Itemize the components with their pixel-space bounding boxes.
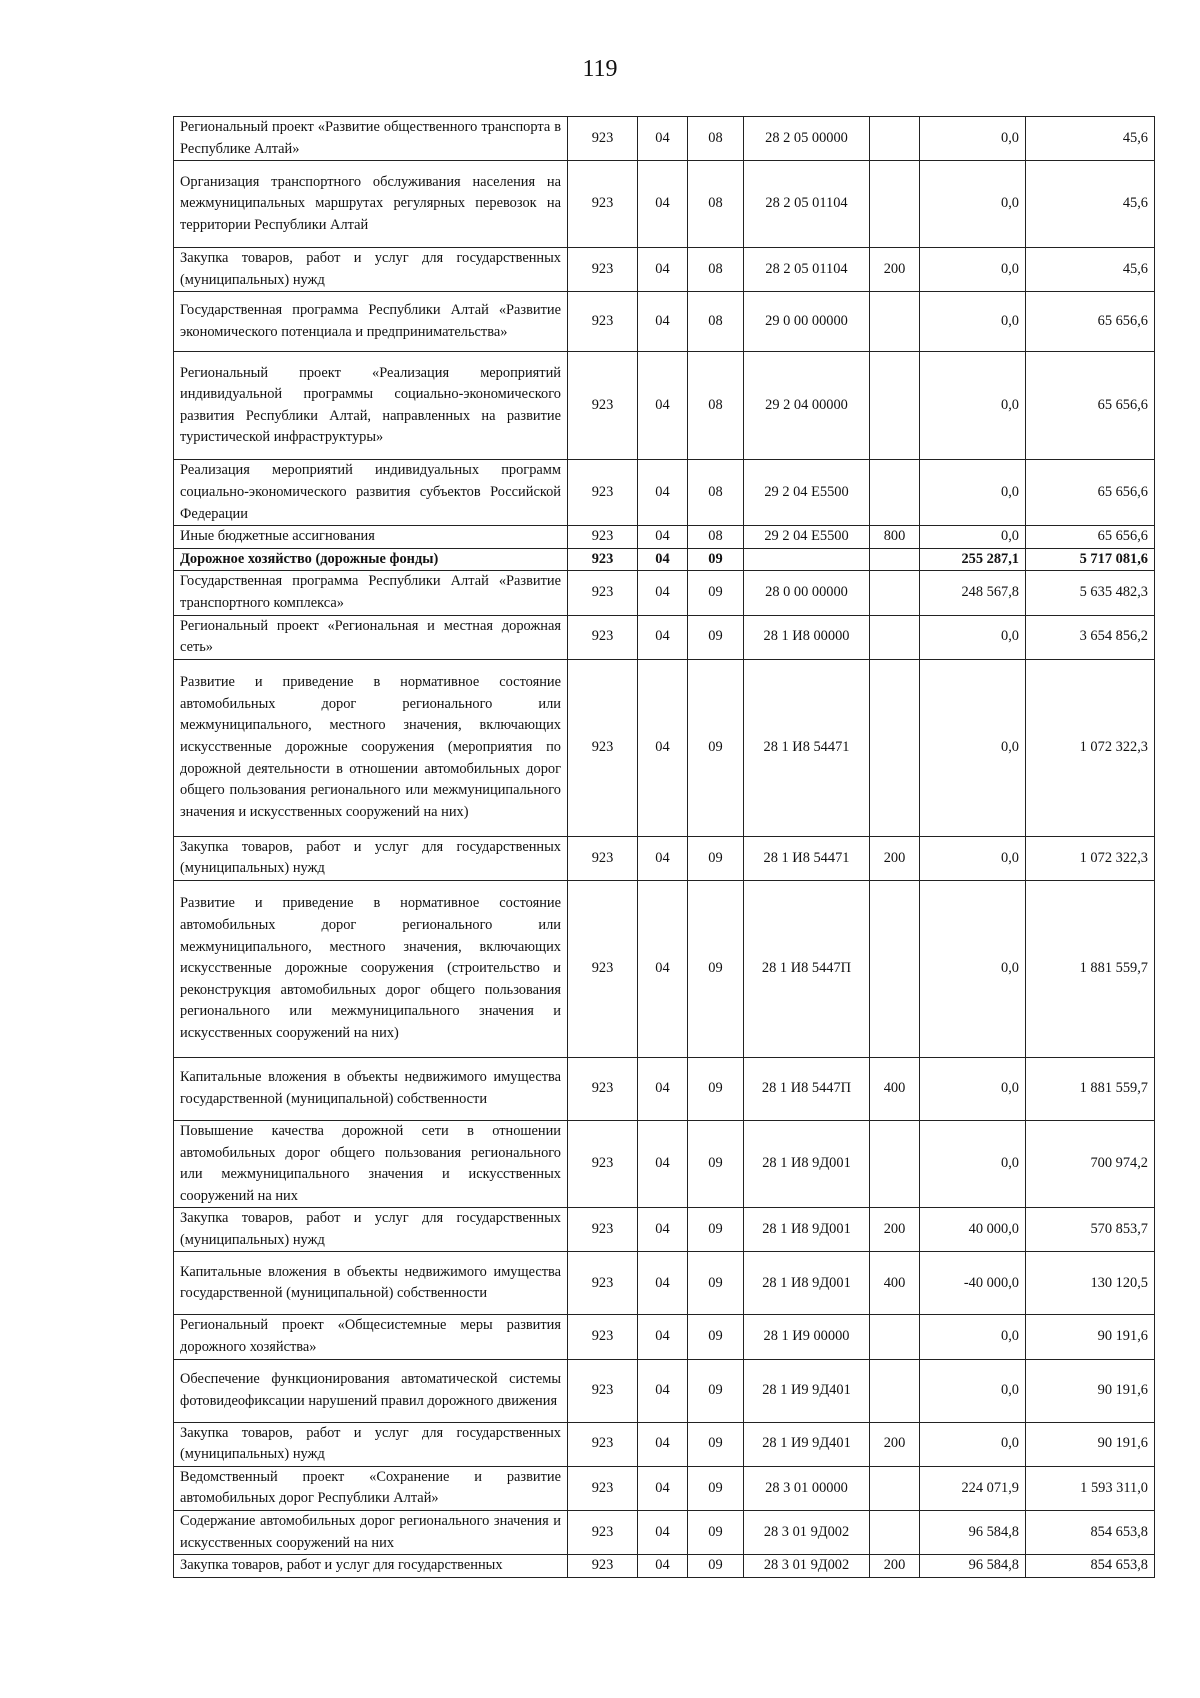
row-pr-cell: 08 xyxy=(688,460,744,526)
row-ved-cell: 923 xyxy=(568,880,638,1057)
row-name-cell: Закупка товаров, работ и услуг для государственных (муниципальных) нужд xyxy=(174,1208,568,1252)
row-ved-cell: 923 xyxy=(568,1511,638,1555)
row-ved-cell: 923 xyxy=(568,1252,638,1315)
row-name-cell: Региональный проект «Региональная и местная дорожная сеть» xyxy=(174,615,568,659)
row-rz-cell: 04 xyxy=(638,659,688,836)
row-name-cell: Организация транспортного обслуживания населения на межмуниципальных маршрутах регулярных перевозок на территории Республики Алтай xyxy=(174,161,568,248)
row-ved-cell: 923 xyxy=(568,352,638,460)
row-pr-cell: 08 xyxy=(688,352,744,460)
row-total-cell: 45,6 xyxy=(1026,117,1155,161)
row-csr-cell: 28 2 05 00000 xyxy=(744,117,870,161)
row-pr-cell: 09 xyxy=(688,659,744,836)
table-row xyxy=(174,1422,1155,1466)
row-rz-cell: 04 xyxy=(638,1057,688,1120)
row-rz-cell: 04 xyxy=(638,1511,688,1555)
row-change-cell: 0,0 xyxy=(920,880,1026,1057)
row-vr-cell xyxy=(870,1120,920,1207)
row-rz-cell: 04 xyxy=(638,1120,688,1207)
row-csr-cell: 28 1 И8 00000 xyxy=(744,615,870,659)
row-total-cell: 90 191,6 xyxy=(1026,1422,1155,1466)
budget-table-body xyxy=(174,117,1155,1578)
table-row xyxy=(174,571,1155,615)
row-rz-cell: 04 xyxy=(638,526,688,549)
page-number: 119 xyxy=(582,56,618,82)
row-ved-cell: 923 xyxy=(568,1555,638,1578)
row-csr-cell: 28 1 И8 9Д001 xyxy=(744,1252,870,1315)
row-csr-cell: 28 2 05 01104 xyxy=(744,248,870,292)
row-rz-cell: 04 xyxy=(638,880,688,1057)
row-csr-cell: 29 0 00 00000 xyxy=(744,292,870,352)
row-pr-cell: 08 xyxy=(688,526,744,549)
row-total-cell: 45,6 xyxy=(1026,161,1155,248)
row-total-cell: 5 717 081,6 xyxy=(1026,548,1155,571)
row-rz-cell: 04 xyxy=(638,248,688,292)
row-vr-cell: 200 xyxy=(870,1555,920,1578)
row-csr-cell: 29 2 04 Е5500 xyxy=(744,526,870,549)
row-ved-cell: 923 xyxy=(568,548,638,571)
row-csr-cell: 28 1 И8 54471 xyxy=(744,659,870,836)
row-pr-cell: 09 xyxy=(688,1208,744,1252)
row-ved-cell: 923 xyxy=(568,571,638,615)
row-name-cell: Капитальные вложения в объекты недвижимого имущества государственной (муниципальной) собственности xyxy=(174,1252,568,1315)
row-change-cell: 0,0 xyxy=(920,526,1026,549)
row-csr-cell: 28 2 05 01104 xyxy=(744,161,870,248)
row-ved-cell: 923 xyxy=(568,460,638,526)
row-total-cell: 1 881 559,7 xyxy=(1026,880,1155,1057)
table-row xyxy=(174,1208,1155,1252)
row-name-cell: Закупка товаров, работ и услуг для государственных xyxy=(174,1555,568,1578)
row-total-cell: 90 191,6 xyxy=(1026,1315,1155,1359)
row-change-cell: 0,0 xyxy=(920,161,1026,248)
row-name-cell: Региональный проект «Развитие общественного транспорта в Республике Алтай» xyxy=(174,117,568,161)
row-total-cell: 65 656,6 xyxy=(1026,526,1155,549)
row-pr-cell: 09 xyxy=(688,880,744,1057)
row-vr-cell xyxy=(870,659,920,836)
row-csr-cell: 28 1 И9 9Д401 xyxy=(744,1359,870,1422)
row-vr-cell xyxy=(870,615,920,659)
row-change-cell: 0,0 xyxy=(920,836,1026,880)
row-pr-cell: 09 xyxy=(688,1422,744,1466)
row-name-cell: Капитальные вложения в объекты недвижимого имущества государственной (муниципальной) собственности xyxy=(174,1057,568,1120)
table-row xyxy=(174,615,1155,659)
row-change-cell: 0,0 xyxy=(920,117,1026,161)
row-name-cell: Закупка товаров, работ и услуг для государственных (муниципальных) нужд xyxy=(174,1422,568,1466)
table-row xyxy=(174,352,1155,460)
row-total-cell: 854 653,8 xyxy=(1026,1555,1155,1578)
row-csr-cell: 28 1 И8 9Д001 xyxy=(744,1208,870,1252)
row-change-cell: 224 071,9 xyxy=(920,1466,1026,1510)
row-ved-cell: 923 xyxy=(568,836,638,880)
row-ved-cell: 923 xyxy=(568,161,638,248)
row-csr-cell: 28 1 И8 5447П xyxy=(744,880,870,1057)
row-rz-cell: 04 xyxy=(638,836,688,880)
row-rz-cell: 04 xyxy=(638,548,688,571)
row-pr-cell: 09 xyxy=(688,1466,744,1510)
table-row xyxy=(174,1466,1155,1510)
row-total-cell: 65 656,6 xyxy=(1026,292,1155,352)
row-csr-cell: 28 1 И8 9Д001 xyxy=(744,1120,870,1207)
row-change-cell: 96 584,8 xyxy=(920,1511,1026,1555)
row-pr-cell: 09 xyxy=(688,1511,744,1555)
table-row xyxy=(174,1511,1155,1555)
row-vr-cell xyxy=(870,1511,920,1555)
row-rz-cell: 04 xyxy=(638,1555,688,1578)
row-pr-cell: 08 xyxy=(688,161,744,248)
row-pr-cell: 08 xyxy=(688,117,744,161)
row-name-cell: Развитие и приведение в нормативное состояние автомобильных дорог регионального или межмуниципального, местного значения, включающих искусственные дорожные сооружения (мероприятия по дорожной деятельности в отношении автомобильных дорог общего пользования регионального или межмуниципального значения и искусственных сооружений на них) xyxy=(174,659,568,836)
row-pr-cell: 09 xyxy=(688,1555,744,1578)
table-row xyxy=(174,460,1155,526)
row-name-cell: Государственная программа Республики Алтай «Развитие экономического потенциала и предпринимательства» xyxy=(174,292,568,352)
row-vr-cell xyxy=(870,292,920,352)
row-vr-cell xyxy=(870,571,920,615)
row-change-cell: 0,0 xyxy=(920,460,1026,526)
row-name-cell: Иные бюджетные ассигнования xyxy=(174,526,568,549)
row-pr-cell: 09 xyxy=(688,1359,744,1422)
row-rz-cell: 04 xyxy=(638,117,688,161)
row-vr-cell xyxy=(870,1466,920,1510)
table-row xyxy=(174,1252,1155,1315)
row-csr-cell: 28 3 01 9Д002 xyxy=(744,1555,870,1578)
row-rz-cell: 04 xyxy=(638,1315,688,1359)
row-change-cell: 255 287,1 xyxy=(920,548,1026,571)
row-csr-cell: 28 1 И8 54471 xyxy=(744,836,870,880)
row-total-cell: 1 881 559,7 xyxy=(1026,1057,1155,1120)
table-row xyxy=(174,880,1155,1057)
row-pr-cell: 09 xyxy=(688,836,744,880)
table-row xyxy=(174,1315,1155,1359)
row-total-cell: 854 653,8 xyxy=(1026,1511,1155,1555)
row-change-cell: 0,0 xyxy=(920,1315,1026,1359)
row-name-cell: Дорожное хозяйство (дорожные фонды) xyxy=(174,548,568,571)
row-change-cell: 96 584,8 xyxy=(920,1555,1026,1578)
row-pr-cell: 09 xyxy=(688,1315,744,1359)
row-vr-cell xyxy=(870,880,920,1057)
table-row xyxy=(174,1120,1155,1207)
row-rz-cell: 04 xyxy=(638,460,688,526)
table-row xyxy=(174,1359,1155,1422)
table-row xyxy=(174,526,1155,549)
row-pr-cell: 08 xyxy=(688,248,744,292)
row-name-cell: Региональный проект «Реализация мероприятий индивидуальной программы социально-экономического развития Республики Алтай, направленных на развитие туристической инфраструктуры» xyxy=(174,352,568,460)
row-pr-cell: 09 xyxy=(688,548,744,571)
row-csr-cell: 28 1 И9 00000 xyxy=(744,1315,870,1359)
row-ved-cell: 923 xyxy=(568,526,638,549)
row-ved-cell: 923 xyxy=(568,117,638,161)
row-ved-cell: 923 xyxy=(568,248,638,292)
row-name-cell: Реализация мероприятий индивидуальных программ социально-экономического развития субъектов Российской Федерации xyxy=(174,460,568,526)
row-csr-cell: 29 2 04 00000 xyxy=(744,352,870,460)
row-rz-cell: 04 xyxy=(638,292,688,352)
row-rz-cell: 04 xyxy=(638,1208,688,1252)
table-row xyxy=(174,292,1155,352)
row-csr-cell: 28 3 01 00000 xyxy=(744,1466,870,1510)
row-csr-cell: 28 3 01 9Д002 xyxy=(744,1511,870,1555)
row-change-cell: 0,0 xyxy=(920,1359,1026,1422)
row-csr-cell: 28 1 И8 5447П xyxy=(744,1057,870,1120)
row-ved-cell: 923 xyxy=(568,615,638,659)
row-csr-cell: 28 0 00 00000 xyxy=(744,571,870,615)
row-name-cell: Содержание автомобильных дорог регионального значения и искусственных сооружений на них xyxy=(174,1511,568,1555)
row-change-cell: 0,0 xyxy=(920,292,1026,352)
row-change-cell: 0,0 xyxy=(920,352,1026,460)
row-rz-cell: 04 xyxy=(638,615,688,659)
row-vr-cell xyxy=(870,352,920,460)
row-name-cell: Ведомственный проект «Сохранение и развитие автомобильных дорог Республики Алтай» xyxy=(174,1466,568,1510)
row-change-cell: 0,0 xyxy=(920,248,1026,292)
row-vr-cell: 400 xyxy=(870,1057,920,1120)
row-csr-cell: 29 2 04 Е5500 xyxy=(744,460,870,526)
row-total-cell: 700 974,2 xyxy=(1026,1120,1155,1207)
row-name-cell: Повышение качества дорожной сети в отношении автомобильных дорог общего пользования регионального или межмуниципального значения и искусственных сооружений на них xyxy=(174,1120,568,1207)
table-row xyxy=(174,836,1155,880)
row-change-cell: 248 567,8 xyxy=(920,571,1026,615)
row-change-cell: -40 000,0 xyxy=(920,1252,1026,1315)
row-change-cell: 0,0 xyxy=(920,1120,1026,1207)
row-vr-cell xyxy=(870,460,920,526)
row-ved-cell: 923 xyxy=(568,1315,638,1359)
row-change-cell: 0,0 xyxy=(920,1057,1026,1120)
row-name-cell: Закупка товаров, работ и услуг для государственных (муниципальных) нужд xyxy=(174,248,568,292)
row-change-cell: 40 000,0 xyxy=(920,1208,1026,1252)
row-ved-cell: 923 xyxy=(568,1057,638,1120)
row-rz-cell: 04 xyxy=(638,1422,688,1466)
row-total-cell: 570 853,7 xyxy=(1026,1208,1155,1252)
row-vr-cell: 200 xyxy=(870,1208,920,1252)
row-vr-cell: 200 xyxy=(870,1422,920,1466)
table-row xyxy=(174,1555,1155,1578)
table-row xyxy=(174,548,1155,571)
row-total-cell: 1 072 322,3 xyxy=(1026,836,1155,880)
row-name-cell: Развитие и приведение в нормативное состояние автомобильных дорог регионального или межмуниципального, местного значения, включающих искусственные дорожные сооружения (строительство и реконструкция автомобильных дорог общего пользования регионального или межмуниципального значения и искусственных сооружений на них) xyxy=(174,880,568,1057)
row-ved-cell: 923 xyxy=(568,292,638,352)
table-row xyxy=(174,659,1155,836)
row-pr-cell: 09 xyxy=(688,571,744,615)
row-vr-cell: 800 xyxy=(870,526,920,549)
row-vr-cell: 400 xyxy=(870,1252,920,1315)
row-vr-cell: 200 xyxy=(870,836,920,880)
row-change-cell: 0,0 xyxy=(920,1422,1026,1466)
row-pr-cell: 08 xyxy=(688,292,744,352)
row-total-cell: 130 120,5 xyxy=(1026,1252,1155,1315)
table-row xyxy=(174,161,1155,248)
table-row xyxy=(174,1057,1155,1120)
row-pr-cell: 09 xyxy=(688,1057,744,1120)
row-vr-cell: 200 xyxy=(870,248,920,292)
row-total-cell: 90 191,6 xyxy=(1026,1359,1155,1422)
row-vr-cell xyxy=(870,1315,920,1359)
row-rz-cell: 04 xyxy=(638,1359,688,1422)
row-name-cell: Обеспечение функционирования автоматической системы фотовидеофиксации нарушений правил дорожного движения xyxy=(174,1359,568,1422)
row-rz-cell: 04 xyxy=(638,352,688,460)
row-vr-cell xyxy=(870,1359,920,1422)
row-csr-cell xyxy=(744,548,870,571)
row-total-cell: 45,6 xyxy=(1026,248,1155,292)
row-vr-cell xyxy=(870,548,920,571)
row-total-cell: 3 654 856,2 xyxy=(1026,615,1155,659)
row-rz-cell: 04 xyxy=(638,1252,688,1315)
row-change-cell: 0,0 xyxy=(920,615,1026,659)
row-ved-cell: 923 xyxy=(568,1466,638,1510)
row-ved-cell: 923 xyxy=(568,1359,638,1422)
row-ved-cell: 923 xyxy=(568,659,638,836)
table-row xyxy=(174,117,1155,161)
row-vr-cell xyxy=(870,117,920,161)
row-total-cell: 1 072 322,3 xyxy=(1026,659,1155,836)
row-name-cell: Закупка товаров, работ и услуг для государственных (муниципальных) нужд xyxy=(174,836,568,880)
row-total-cell: 1 593 311,0 xyxy=(1026,1466,1155,1510)
row-total-cell: 65 656,6 xyxy=(1026,352,1155,460)
row-total-cell: 5 635 482,3 xyxy=(1026,571,1155,615)
row-rz-cell: 04 xyxy=(638,571,688,615)
row-total-cell: 65 656,6 xyxy=(1026,460,1155,526)
row-name-cell: Региональный проект «Общесистемные меры развития дорожного хозяйства» xyxy=(174,1315,568,1359)
budget-table xyxy=(173,116,1155,1578)
row-rz-cell: 04 xyxy=(638,1466,688,1510)
row-csr-cell: 28 1 И9 9Д401 xyxy=(744,1422,870,1466)
row-change-cell: 0,0 xyxy=(920,659,1026,836)
row-pr-cell: 09 xyxy=(688,1252,744,1315)
row-ved-cell: 923 xyxy=(568,1208,638,1252)
row-rz-cell: 04 xyxy=(638,161,688,248)
row-ved-cell: 923 xyxy=(568,1422,638,1466)
row-pr-cell: 09 xyxy=(688,615,744,659)
row-ved-cell: 923 xyxy=(568,1120,638,1207)
row-name-cell: Государственная программа Республики Алтай «Развитие транспортного комплекса» xyxy=(174,571,568,615)
table-row xyxy=(174,248,1155,292)
row-vr-cell xyxy=(870,161,920,248)
row-pr-cell: 09 xyxy=(688,1120,744,1207)
